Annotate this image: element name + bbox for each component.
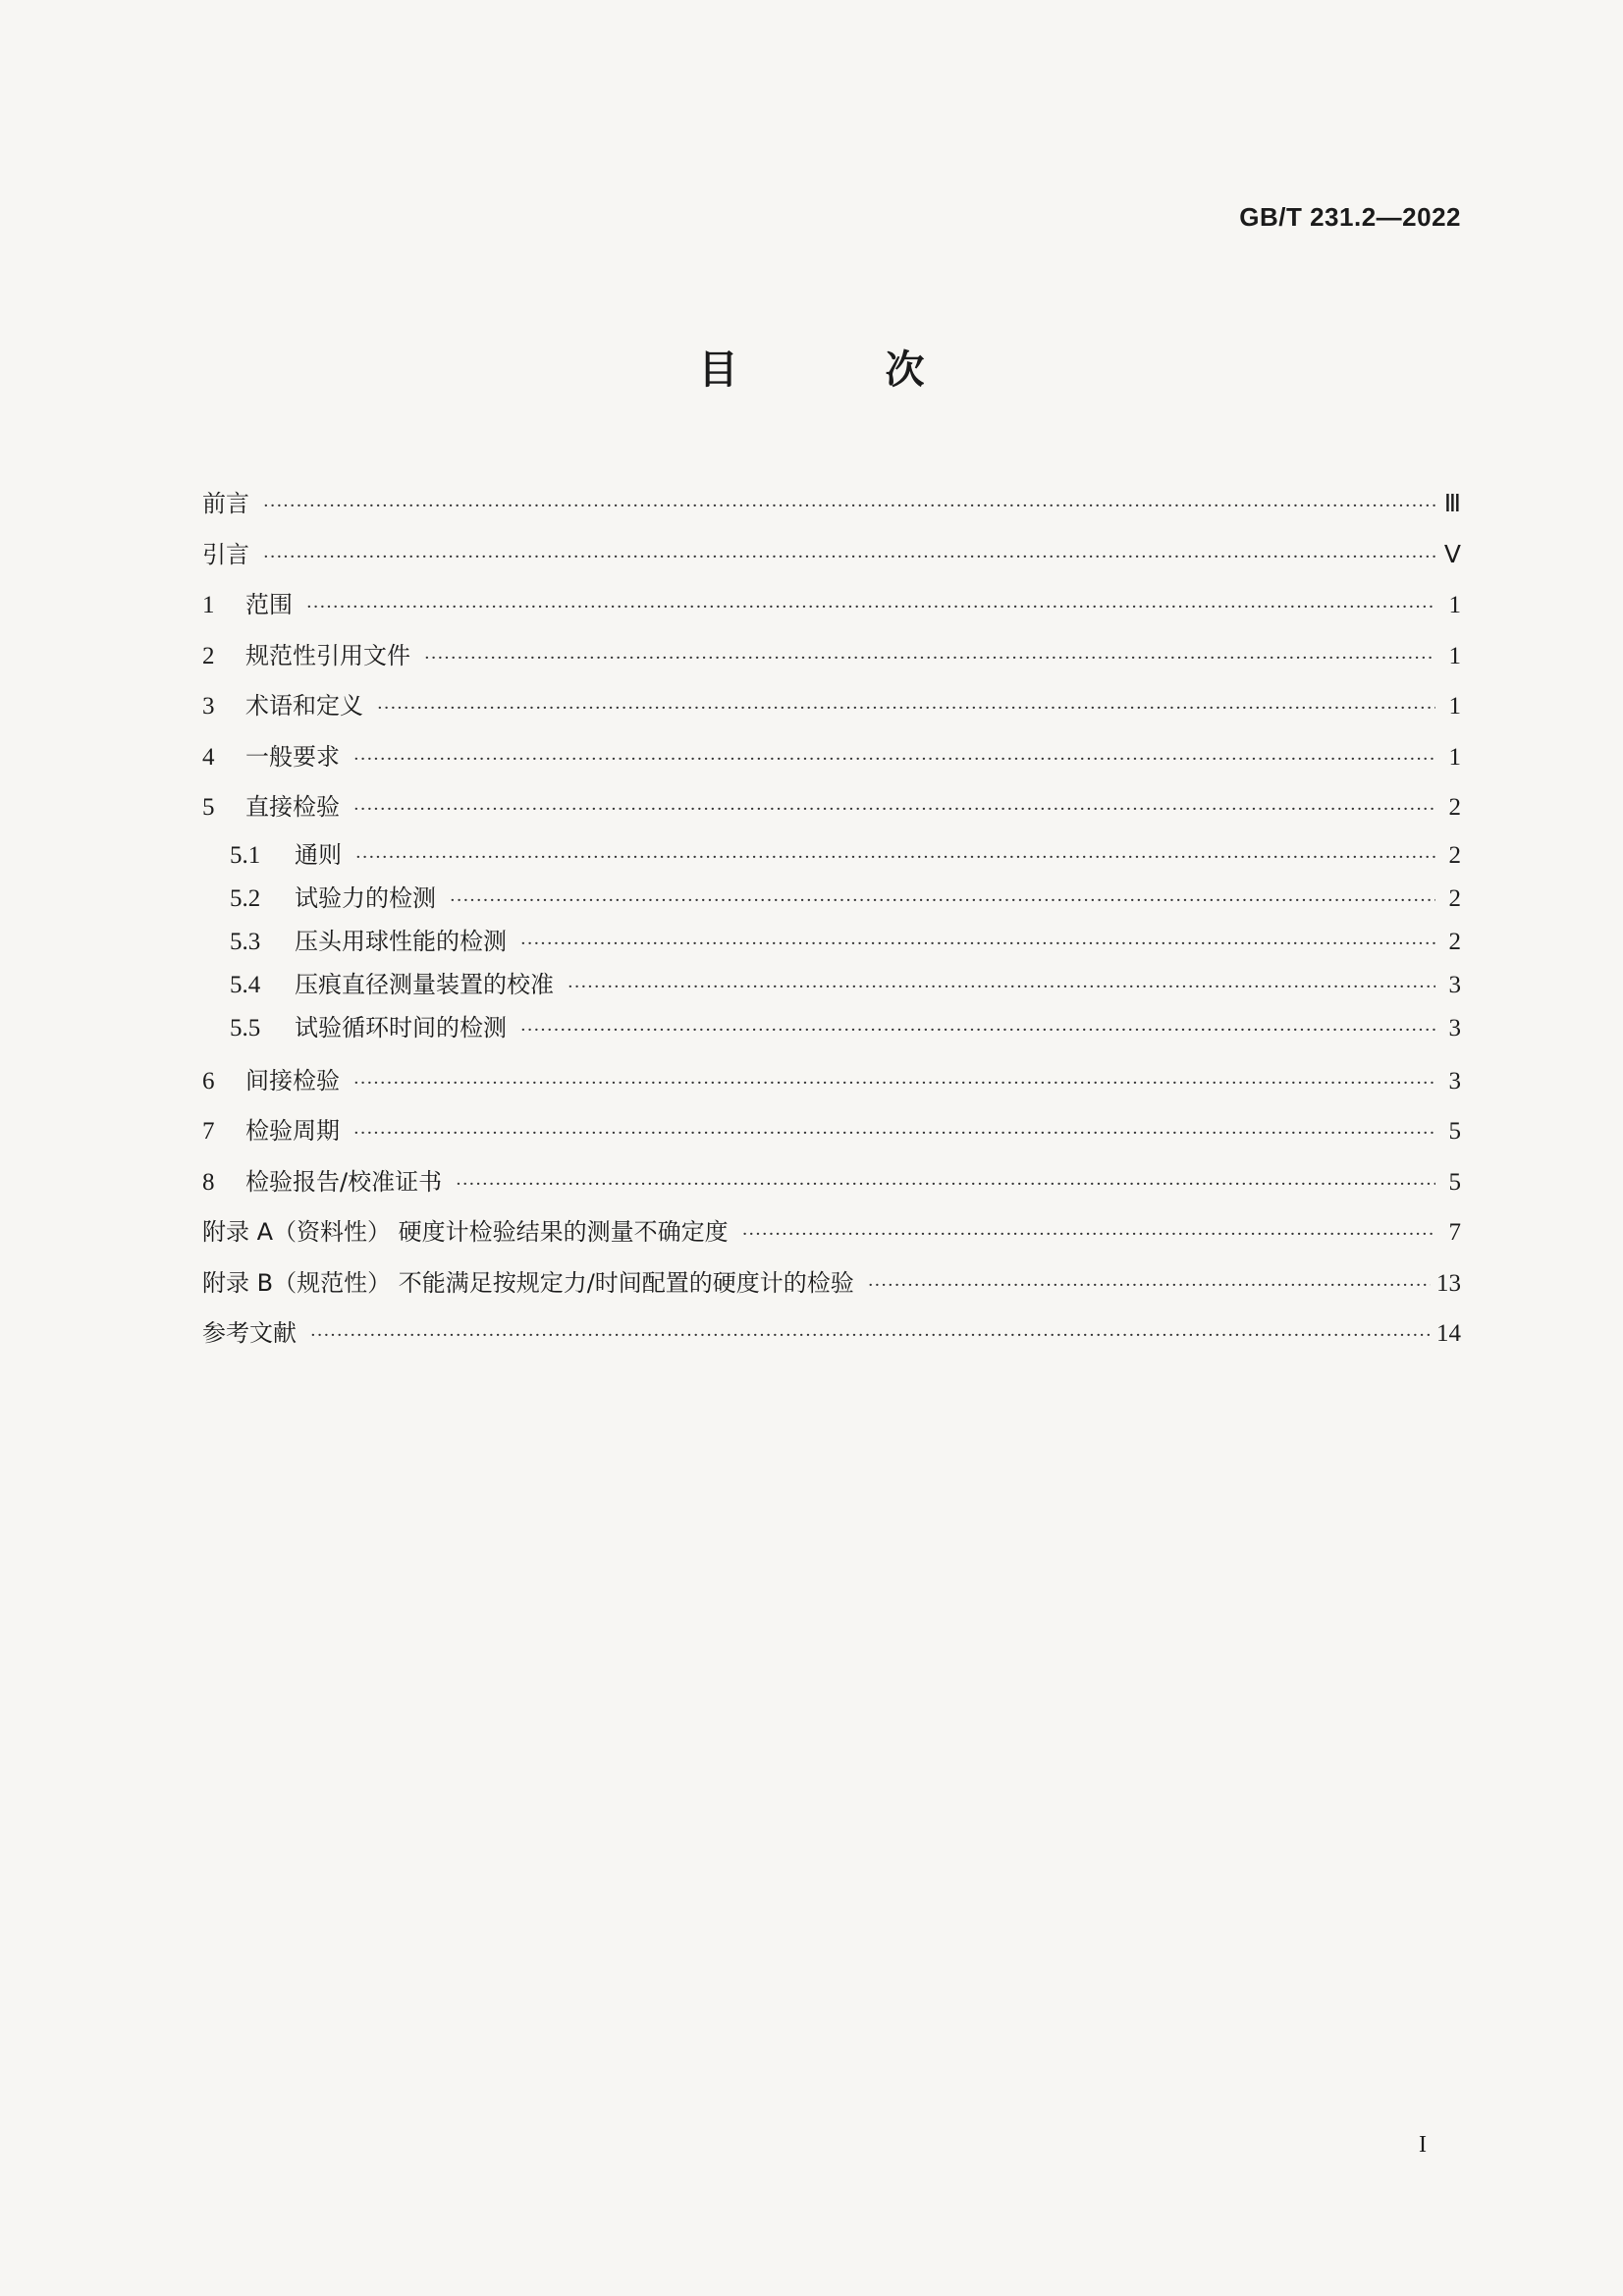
toc-entry-7[interactable]	[202, 1106, 1461, 1157]
leader-dots	[353, 734, 1435, 785]
toc-entry-label: 检验报告/校准证书	[245, 1167, 443, 1196]
toc-entry-label: 试验力的检测	[295, 883, 436, 912]
leader-dots	[353, 1058, 1435, 1109]
toc-entry-page: 5	[1448, 1118, 1461, 1145]
toc-entry-label: 范围	[245, 591, 293, 618]
toc-entry-5-2[interactable]	[202, 877, 1461, 920]
toc-entry-number: 5.3	[230, 928, 261, 955]
toc-entry-number: 3	[202, 693, 215, 720]
toc-entry-label: 参考文献	[202, 1319, 297, 1347]
toc-entry-label: 术语和定义	[245, 692, 363, 720]
toc-entry-number: 2	[202, 642, 215, 669]
toc-entry-1[interactable]	[202, 580, 1461, 631]
toc-entry-4[interactable]	[202, 732, 1461, 783]
toc-entry-5-5[interactable]	[202, 1006, 1461, 1049]
page-title: 目 次	[698, 347, 992, 393]
leader-dots	[456, 1159, 1435, 1210]
toc-entry-number: 4	[202, 743, 215, 771]
toc-entry-page: Ⅴ	[1443, 541, 1461, 568]
toc-entry-6[interactable]	[202, 1056, 1461, 1107]
toc-entry-5-1[interactable]	[202, 833, 1461, 877]
toc-entry-introduction[interactable]	[202, 530, 1461, 581]
leader-dots	[868, 1260, 1431, 1311]
toc-entry-label: 一般要求	[245, 742, 340, 771]
leader-dots	[353, 784, 1435, 835]
toc-entry-page: 7	[1448, 1219, 1461, 1246]
toc-entry-foreword[interactable]	[202, 479, 1461, 530]
toc-entry-2[interactable]	[202, 631, 1461, 682]
leader-dots	[450, 880, 1435, 923]
toc-entry-number: 5	[202, 794, 215, 821]
toc-entry-page: 2	[1448, 794, 1461, 821]
leader-dots	[310, 1310, 1431, 1362]
toc-entry-8[interactable]	[202, 1157, 1461, 1208]
toc-entry-page: 2	[1448, 884, 1461, 912]
leader-dots	[263, 481, 1435, 532]
toc-entry-number: 7	[202, 1118, 215, 1145]
leader-dots	[377, 683, 1435, 734]
toc-entry-number: 6	[202, 1067, 215, 1095]
toc-entry-annex-b[interactable]	[202, 1258, 1461, 1309]
toc-entry-number: 8	[202, 1168, 215, 1196]
toc-entry-page: 13	[1436, 1269, 1461, 1297]
table-of-contents	[202, 479, 1461, 1360]
leader-dots	[520, 1009, 1435, 1052]
toc-entry-page: 1	[1448, 592, 1461, 618]
toc-entry-bibliography[interactable]	[202, 1308, 1461, 1360]
leader-dots	[520, 923, 1435, 966]
toc-entry-number: 5.4	[230, 971, 261, 998]
toc-entry-annex-a[interactable]	[202, 1207, 1461, 1258]
page-number: I	[1419, 2132, 1427, 2158]
toc-entry-label: 压头用球性能的检测	[295, 927, 507, 955]
leader-dots	[353, 1108, 1435, 1159]
toc-entry-label: 规范性引用文件	[245, 641, 410, 669]
toc-entry-label: 间接检验	[245, 1066, 340, 1095]
leader-dots	[263, 532, 1435, 583]
toc-entry-label: 附录 B（规范性） 不能满足按规定力/时间配置的硬度计的检验	[202, 1268, 854, 1297]
toc-entry-page: 2	[1448, 841, 1461, 869]
toc-entry-label: 通则	[295, 840, 342, 869]
toc-entry-5-3[interactable]	[202, 920, 1461, 963]
toc-entry-number: 5.1	[230, 841, 261, 869]
toc-entry-page: 3	[1448, 971, 1461, 998]
leader-dots	[306, 582, 1435, 633]
toc-entry-label: 压痕直径测量装置的校准	[295, 970, 554, 998]
toc-entry-label: 附录 A（资料性） 硬度计检验结果的测量不确定度	[202, 1218, 729, 1246]
leader-dots	[355, 836, 1435, 880]
toc-entry-page: 1	[1448, 693, 1461, 720]
toc-entry-page: 5	[1448, 1168, 1461, 1196]
toc-entry-page: 3	[1448, 1014, 1461, 1041]
toc-entry-label: 试验循环时间的检测	[295, 1013, 507, 1041]
toc-entry-5[interactable]	[202, 782, 1461, 833]
toc-entry-number: 5.5	[230, 1014, 261, 1041]
toc-entry-label: 前言	[202, 490, 249, 517]
leader-dots	[742, 1209, 1435, 1260]
leader-dots	[424, 633, 1435, 684]
leader-dots	[568, 966, 1435, 1009]
toc-entry-label: 引言	[202, 540, 249, 568]
toc-entry-number: 5.2	[230, 884, 261, 912]
toc-entry-page: 14	[1436, 1320, 1461, 1347]
toc-entry-page: Ⅲ	[1443, 491, 1461, 517]
toc-entry-page: 3	[1448, 1067, 1461, 1095]
toc-entry-page: 1	[1448, 642, 1461, 669]
toc-entry-number: 1	[202, 592, 215, 618]
toc-entry-page: 1	[1448, 743, 1461, 771]
standard-code: GB/T 231.2—2022	[1239, 202, 1461, 232]
toc-entry-label: 直接检验	[245, 793, 340, 821]
toc-entry-5-4[interactable]	[202, 963, 1461, 1006]
toc-entry-3[interactable]	[202, 681, 1461, 732]
toc-entry-label: 检验周期	[245, 1117, 340, 1145]
toc-entry-page: 2	[1448, 928, 1461, 955]
